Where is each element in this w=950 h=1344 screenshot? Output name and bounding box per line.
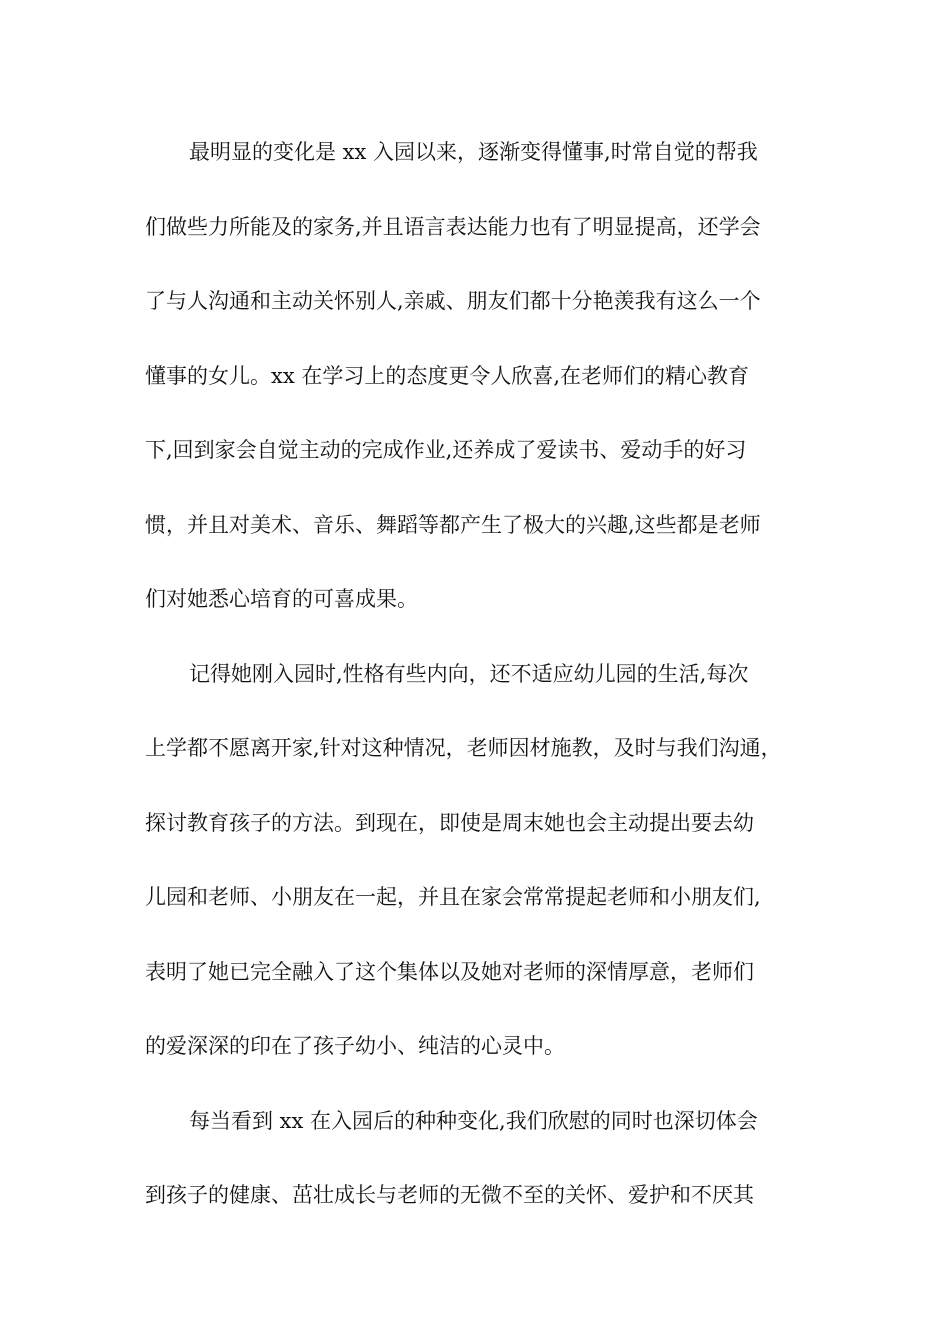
text-line: 每当看到 xx 在入园后的种种变化,我们欣慰的同时也深切体会 — [189, 1108, 758, 1133]
text-line: 到孩子的健康、茁壮成长与老师的无微不至的关怀、爱护和不厌其 — [145, 1183, 754, 1207]
text-line: 记得她刚入园时,性格有些内向，还不适应幼儿园的生活,每次 — [189, 661, 749, 686]
document-body — [145, 115, 825, 1233]
text-line: 惯，并且对美术、音乐、舞蹈等都产生了极大的兴趣,这些都是老师 — [145, 512, 761, 537]
text-line: 懂事的女儿。xx 在学习上的态度更令人欣喜,在老师们的精心教育 — [145, 363, 750, 388]
text-line: 们做些力所能及的家务,并且语言表达能力也有了明显提高，还学会 — [145, 214, 761, 239]
text-line: 表明了她已完全融入了这个集体以及她对老师的深情厚意，老师们 — [145, 959, 754, 984]
text-line: 儿园和老师、小朋友在一起，并且在家会常常提起老师和小朋友们, — [145, 885, 761, 909]
text-line: 最明显的变化是 xx 入园以来，逐渐变得懂事,时常自觉的帮我 — [189, 140, 758, 164]
paragraph-2 — [145, 637, 825, 1084]
paragraph-3 — [145, 1084, 825, 1233]
text-line: 的爱深深的印在了孩子幼小、纯洁的心灵中。 — [145, 1034, 565, 1058]
text-line: 下,回到家会自觉主动的完成作业,还养成了爱读书、爱动手的好习 — [145, 438, 747, 462]
text-line: 了与人沟通和主动关怀别人,亲戚、朋友们都十分艳羡我有这么一个 — [145, 289, 761, 313]
text-line: 们对她悉心培育的可喜成果。 — [145, 587, 418, 611]
text-line: 探讨教育孩子的方法。到现在，即使是周末她也会主动提出要去幼 — [145, 810, 754, 835]
text-line: 上学都不愿离开家,针对这种情况，老师因材施教，及时与我们沟通， — [145, 736, 782, 760]
paragraph-1 — [145, 115, 825, 637]
